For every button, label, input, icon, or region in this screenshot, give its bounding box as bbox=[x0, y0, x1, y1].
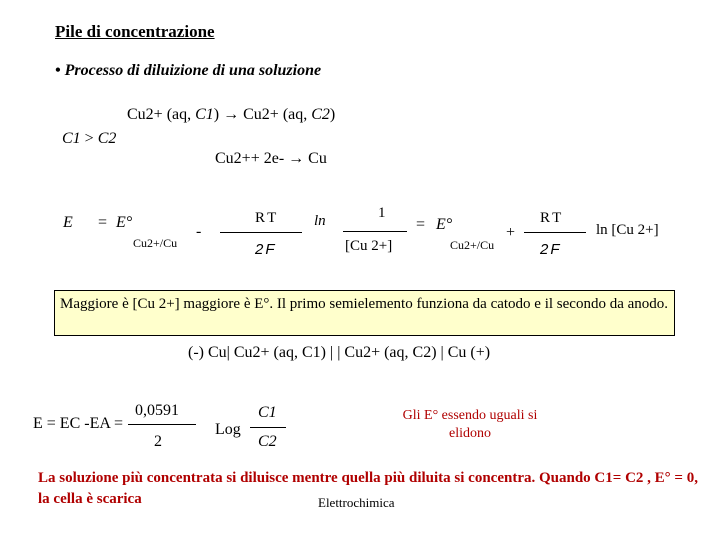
concentration-condition: C1 > C2 bbox=[62, 130, 117, 147]
nernst-equals-2: = bbox=[416, 216, 426, 233]
fraction-bar-2 bbox=[343, 231, 407, 232]
emf-c2: C2 bbox=[258, 433, 277, 450]
note-text: Gli E° essendo uguali si elidono bbox=[402, 408, 538, 441]
highlight-box-text: Maggiore è [Cu 2+] maggiore è E°. Il primo semielemento funziona da catodo e il secondo da anodo. bbox=[60, 296, 669, 312]
emf-log: Log bbox=[215, 421, 241, 438]
nernst-one: 1 bbox=[378, 205, 386, 221]
footer-label: Elettrochimica bbox=[318, 495, 395, 510]
nernst-E0: E° bbox=[116, 214, 133, 231]
nernst-plus: + bbox=[506, 224, 516, 241]
emf-denominator: 2 bbox=[154, 433, 162, 450]
highlight-box bbox=[54, 290, 675, 336]
fraction-bar-4 bbox=[128, 424, 196, 425]
conclusion-text: La soluzione più concentrata si diluisce mentre quella più diluita si concentra. Quando C1= C2 , E° = 0, la cella è scarica bbox=[38, 470, 698, 507]
fraction-bar-1 bbox=[220, 232, 302, 233]
nernst-E0-2: E° bbox=[436, 216, 453, 233]
nernst-2F-1: 2F bbox=[255, 241, 277, 258]
fraction-bar-5 bbox=[250, 427, 286, 428]
fraction-bar-3 bbox=[524, 232, 586, 233]
nernst-E: E bbox=[63, 214, 73, 231]
cell-notation: (-) Cu| Cu2+ (aq, C1) | | Cu2+ (aq, C2) | Cu (+) bbox=[188, 344, 491, 361]
bullet-heading: • Processo di diluizione di una soluzione bbox=[55, 62, 322, 79]
nernst-ln-1: ln bbox=[314, 213, 326, 229]
emf-lhs: E = EC -EA = bbox=[33, 415, 124, 432]
nernst-equals-1: = bbox=[98, 214, 108, 231]
page-title: Pile di concentrazione bbox=[55, 22, 215, 41]
nernst-ln-2: ln [Cu 2+] bbox=[596, 222, 659, 238]
nernst-denominator: [Cu 2+] bbox=[345, 238, 393, 254]
emf-c1: C1 bbox=[258, 404, 277, 421]
emf-numerator: 0,0591 bbox=[135, 402, 179, 419]
nernst-RT-1: RT bbox=[255, 210, 280, 226]
nernst-minus: - bbox=[196, 223, 202, 240]
nernst-subscript-2: Cu2+/Cu bbox=[450, 238, 495, 252]
nernst-RT-2: RT bbox=[540, 210, 565, 226]
dilution-reaction: Cu2+ (aq, C1) → Cu2+ (aq, C2) bbox=[127, 106, 336, 123]
nernst-2F-2: 2F bbox=[540, 241, 562, 258]
half-reaction: Cu2++ 2e- → Cu bbox=[215, 150, 327, 167]
nernst-subscript-1: Cu2+/Cu bbox=[133, 236, 178, 250]
